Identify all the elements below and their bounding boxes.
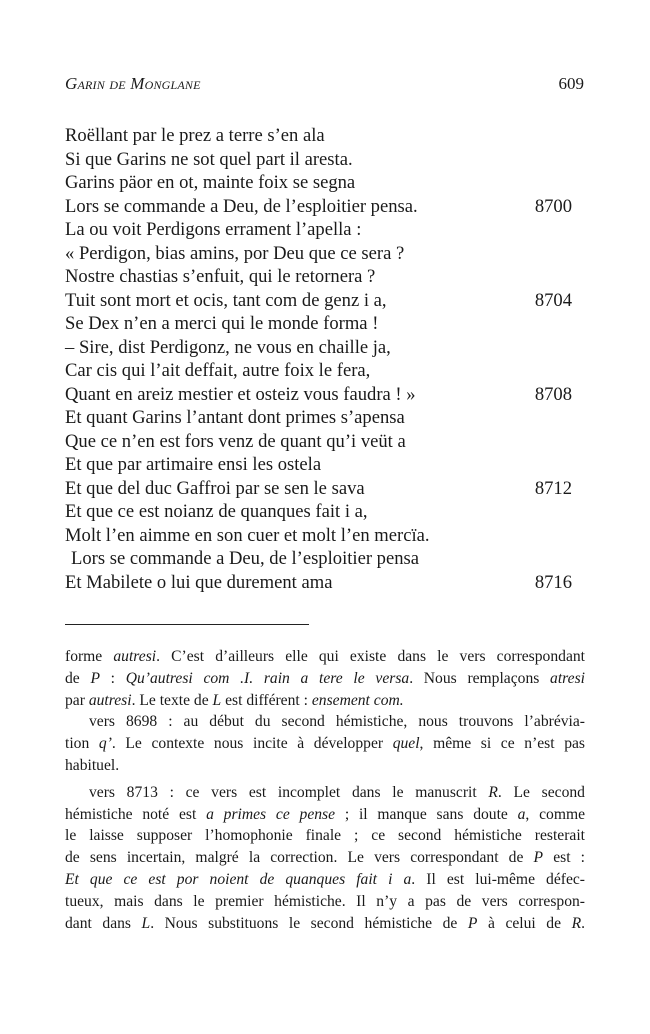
note-paragraph-3: [65, 782, 585, 935]
verse-line: [65, 195, 585, 219]
note-line: dant dans L. Nous substituons le second hémistiche de P à celui de R.: [65, 914, 585, 932]
note-line: par autresi. Le texte de L est différent : ensement com.: [65, 691, 404, 709]
verse-number: 8704: [534, 289, 572, 311]
note-line: hémistiche noté est a primes ce pense ; il manque sans doute a, comme: [65, 805, 586, 823]
note-line: de sens incertain, malgré la correction. Le vers correspondant de P est :: [65, 849, 585, 867]
running-title: Garin de Monglane: [65, 74, 201, 93]
verse-line: [65, 571, 585, 595]
verse-text: Si que Garins ne sot quel part il aresta.: [65, 148, 353, 170]
verse-line: [65, 547, 585, 571]
verse-line: [65, 336, 585, 360]
verse-text: « Perdigon, bias amins, por Deu que ce sera ?: [65, 242, 405, 264]
verse-text: Garins päor en ot, mainte foix se segna: [65, 172, 356, 193]
footnote-separator: [65, 624, 309, 625]
note-line: forme autresi. C’est d’ailleurs elle qui existe dans le vers correspondant: [65, 648, 585, 665]
verse-text: Et quant Garins l’antant dont primes s’apensa: [65, 407, 405, 428]
running-header: [65, 74, 584, 100]
verse-line: [65, 430, 585, 454]
verse-line: [65, 242, 585, 266]
verse-text: Et que ce est noianz de quanques fait i a,: [65, 501, 368, 522]
note-line: de P : Qu’autresi com .I. rain a tere le versa. Nous remplaçons atresi: [65, 669, 585, 687]
verse-line: [65, 148, 585, 172]
verse-text: Car cis qui l’ait deffait, autre foix le fera,: [65, 360, 371, 381]
note-line: tueux, mais dans le premier hémistiche. Il n’y a pas de vers correspon-: [65, 892, 585, 910]
verse-text: Et Mabilete o lui que durement ama: [65, 571, 333, 593]
verse-text: Et que del duc Gaffroi par se sen le sava: [65, 477, 365, 499]
verse-text: Et que par artimaire ensi les ostela: [65, 454, 322, 475]
note-line: habituel.: [65, 756, 120, 774]
critical-notes: [65, 646, 585, 934]
verse-line: [65, 171, 585, 195]
note-line: le laisse supposer l’homophonie finale ; ce second hémistiche resterait: [65, 827, 585, 845]
verse-line: [65, 265, 585, 289]
verse-line: [65, 453, 585, 477]
verse-line: [65, 406, 585, 430]
verse-text: Nostre chastias s’enfuit, qui le retornera ?: [65, 266, 376, 287]
verse-text: La ou voit Perdigons errament l’apella :: [65, 219, 362, 240]
verse-text: Tuit sont mort et ocis, tant com de genz i a,: [65, 289, 387, 311]
verse-block: [65, 124, 585, 594]
verse-line: [65, 312, 585, 336]
note-line: vers 8713 : ce vers est incomplet dans le manuscrit R. Le second: [89, 783, 585, 801]
verse-text: Lors se commande a Deu, de l’esploitier pensa: [71, 548, 419, 569]
verse-line: [65, 477, 585, 501]
note-paragraph-2: [65, 711, 585, 776]
note-line: vers 8698 : au début du second hémistiche, nous trouvons l’abrévia-: [89, 713, 585, 731]
verse-line: [65, 359, 585, 383]
verse-line: [65, 383, 585, 407]
page-number: 609: [558, 74, 584, 93]
verse-line: [65, 124, 585, 148]
verse-line: [65, 500, 585, 524]
note-paragraph-1: [65, 646, 585, 711]
verse-text: Se Dex n’en a merci qui le monde forma !: [65, 313, 379, 334]
verse-text: Que ce n’en est fors venz de quant qu’i veüt a: [65, 430, 406, 452]
verse-number: 8700: [534, 195, 572, 217]
verse-text: – Sire, dist Perdigonz, ne vous en chaille ja,: [65, 336, 391, 358]
verse-number: 8716: [534, 571, 572, 593]
note-line: Et que ce est por noient de quanques fait i a. Il est lui-même défec-: [65, 870, 586, 888]
verse-text: Lors se commande a Deu, de l’esploitier pensa.: [65, 195, 418, 217]
note-line: tion q’. Le contexte nous incite à développer quel, même si ce n’est pas: [65, 735, 585, 753]
verse-number: 8712: [534, 477, 572, 499]
verse-number: 8708: [534, 383, 572, 405]
verse-text: Roëllant par le prez a terre s’en ala: [65, 125, 325, 146]
verse-text: Quant en areiz mestier et osteiz vous faudra ! »: [65, 383, 416, 405]
verse-line: [65, 524, 585, 548]
verse-line: [65, 218, 585, 242]
verse-line: [65, 289, 585, 313]
verse-text: Molt l’en aimme en son cuer et molt l’en mercïa.: [65, 524, 430, 546]
